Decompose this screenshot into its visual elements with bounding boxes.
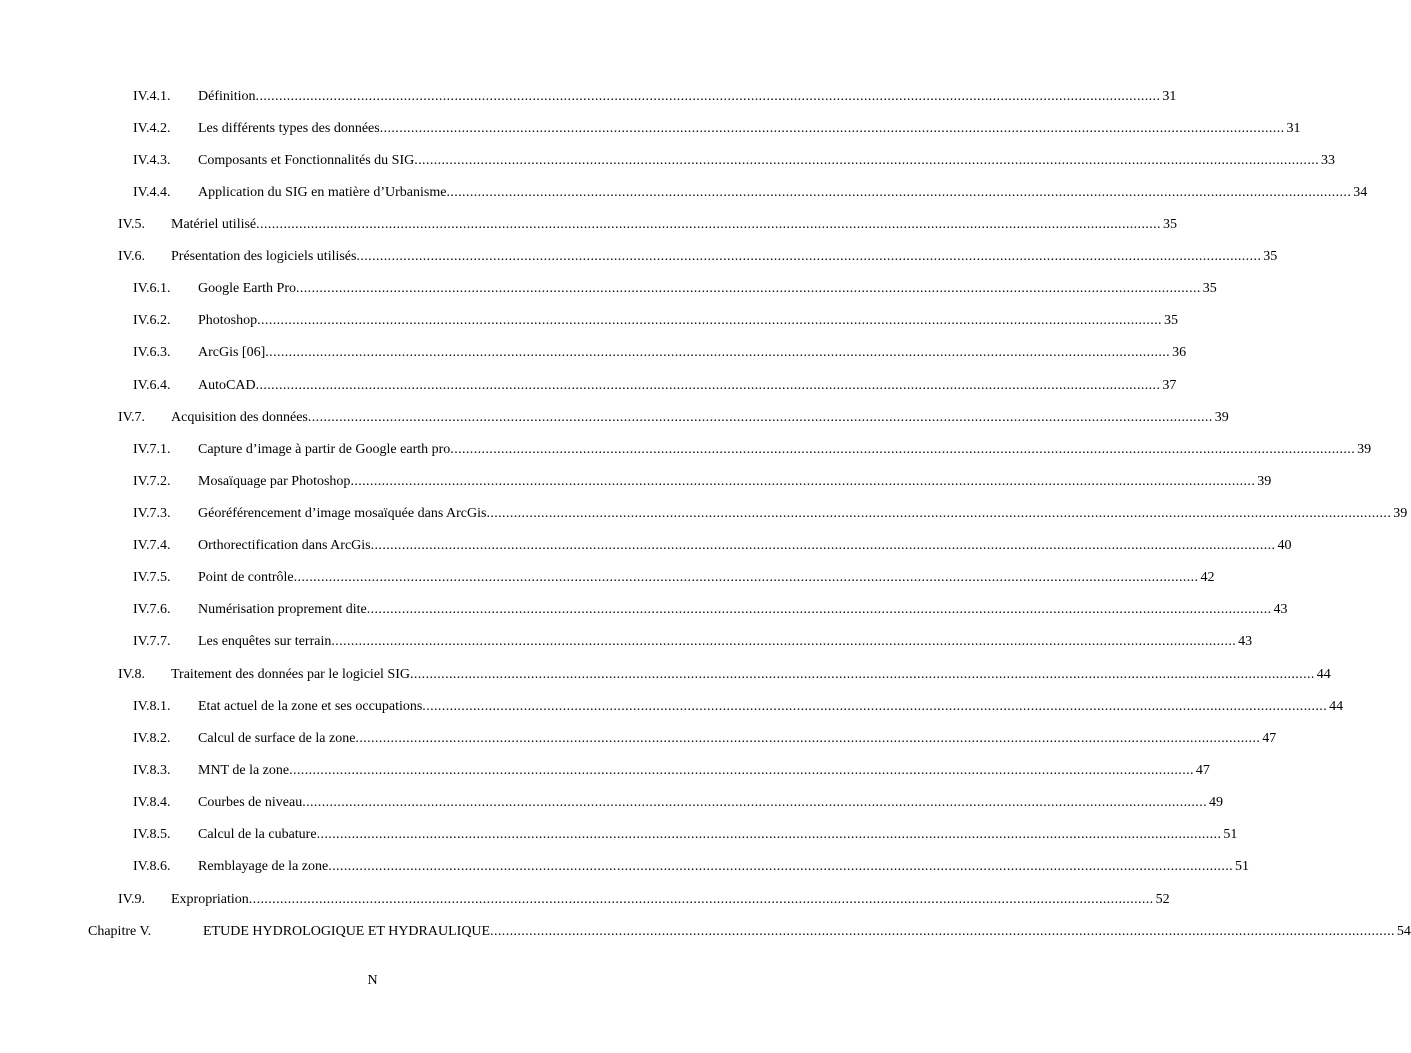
toc-entry[interactable] <box>133 183 1368 203</box>
toc-entry-title: AutoCAD <box>198 378 256 393</box>
toc-chapter-number: Chapitre V. <box>88 924 152 939</box>
toc-entry[interactable] <box>133 151 1336 171</box>
toc-entry[interactable] <box>133 343 1187 363</box>
toc-entry-number: IV.7.2. <box>133 474 171 489</box>
toc-entry-title: Les enquêtes sur terrain <box>198 634 332 649</box>
toc-entry-number: IV.7.7. <box>133 634 171 649</box>
toc-entry[interactable] <box>133 825 1238 845</box>
dot-leader <box>356 247 1261 267</box>
dot-leader <box>450 440 1355 460</box>
toc-entry-page: 35 <box>1162 217 1177 232</box>
toc-entry[interactable] <box>133 793 1224 813</box>
toc-entry[interactable] <box>133 472 1272 492</box>
toc-entry-title: Google Earth Pro <box>198 281 296 296</box>
toc-entry[interactable] <box>133 311 1178 331</box>
dot-leader <box>367 600 1272 620</box>
toc-entry[interactable] <box>118 408 1229 428</box>
toc-entry-number: IV.8.1. <box>133 699 171 714</box>
toc-entry-page: 39 <box>1257 474 1272 489</box>
toc-entry-number: IV.7.3. <box>133 506 171 521</box>
toc-entry-title: Géoréférencement d’image mosaïquée dans ArcGis <box>198 506 487 521</box>
toc-entry-page: 35 <box>1202 281 1217 296</box>
dot-leader <box>328 857 1233 877</box>
dot-leader <box>256 87 1161 107</box>
toc-entry-title: Courbes de niveau <box>198 795 303 810</box>
toc-entry-number: IV.7.1. <box>133 442 171 457</box>
toc-entry[interactable] <box>118 215 1177 235</box>
dot-leader <box>410 665 1315 685</box>
toc-entry-number: IV.7.4. <box>133 538 171 553</box>
dot-leader <box>422 697 1327 717</box>
toc-entry-number: IV.5. <box>118 217 145 232</box>
toc-entry-title: Calcul de surface de la zone <box>198 731 356 746</box>
toc-entry-number: IV.8.3. <box>133 763 171 778</box>
dot-leader <box>414 151 1319 171</box>
toc-entry-title: Remblayage de la zone <box>198 859 329 874</box>
toc-entry-title: Présentation des logiciels utilisés <box>171 249 357 264</box>
dot-leader <box>308 408 1213 428</box>
toc-chapter-entry[interactable] <box>88 922 1411 942</box>
toc-entry-title: Etat actuel de la zone et ses occupations <box>198 699 423 714</box>
toc-entry-title: Numérisation proprement dite <box>198 602 367 617</box>
toc-entry-title: Point de contrôle <box>198 570 294 585</box>
dot-leader <box>380 119 1285 139</box>
toc-entry-page: 39 <box>1357 442 1372 457</box>
dot-leader <box>256 215 1161 235</box>
toc-entry-title: Mosaïquage par Photoshop <box>198 474 351 489</box>
toc-entry-number: IV.8. <box>118 667 145 682</box>
toc-entry-number: IV.4.2. <box>133 121 171 136</box>
dot-leader <box>296 279 1201 299</box>
toc-entry-number: IV.6.1. <box>133 281 171 296</box>
dot-leader <box>371 536 1276 556</box>
toc-entry[interactable] <box>118 247 1278 267</box>
toc-entry[interactable] <box>133 440 1372 460</box>
toc-entry-number: IV.4.3. <box>133 153 171 168</box>
dot-leader <box>302 793 1207 813</box>
toc-entry-title: Expropriation <box>171 892 249 907</box>
toc-entry[interactable] <box>118 890 1170 910</box>
toc-entry[interactable] <box>133 536 1292 556</box>
dot-leader <box>350 472 1255 492</box>
toc-entry-page: 44 <box>1316 667 1331 682</box>
toc-entry-page: 51 <box>1223 827 1238 842</box>
toc-entry-page: 49 <box>1209 795 1224 810</box>
toc-entry[interactable] <box>133 119 1301 139</box>
toc-entry-page: 31 <box>1162 89 1177 104</box>
toc-entry-page: 39 <box>1393 506 1408 521</box>
toc-chapter-title: ETUDE HYDROLOGIQUE ET HYDRAULIQUE <box>203 924 491 939</box>
toc-entry[interactable] <box>133 279 1217 299</box>
toc-entry-page: 43 <box>1238 634 1253 649</box>
toc-entry-title: Photoshop <box>198 313 258 328</box>
toc-entry[interactable] <box>133 761 1210 781</box>
toc-entry-number: IV.4.4. <box>133 185 171 200</box>
page-number-footer: N <box>367 973 378 988</box>
toc-entry[interactable] <box>118 665 1331 685</box>
toc-entry-page: 35 <box>1263 249 1278 264</box>
toc-entry-page: 44 <box>1329 699 1344 714</box>
toc-entry-number: IV.9. <box>118 892 145 907</box>
toc-entry-page: 39 <box>1214 410 1229 425</box>
toc-entry-title: MNT de la zone <box>198 763 290 778</box>
toc-entry-page: 37 <box>1162 378 1177 393</box>
toc-entry[interactable] <box>133 697 1344 717</box>
dot-leader <box>490 922 1395 942</box>
dot-leader <box>257 311 1162 331</box>
dot-leader <box>256 376 1161 396</box>
dot-leader <box>446 183 1351 203</box>
toc-entry-page: 36 <box>1172 345 1187 360</box>
dot-leader <box>355 729 1260 749</box>
toc-entry-title: Matériel utilisé <box>171 217 257 232</box>
dot-leader <box>289 761 1194 781</box>
toc-entry-number: IV.7. <box>118 410 145 425</box>
toc-entry-number: IV.6.4. <box>133 378 171 393</box>
toc-entry[interactable] <box>133 87 1177 107</box>
dot-leader <box>486 504 1391 524</box>
toc-entry-number: IV.7.5. <box>133 570 171 585</box>
toc-entry-page: 31 <box>1286 121 1301 136</box>
toc-entry-page: 54 <box>1396 924 1411 939</box>
toc-entry-title: ArcGis [06] <box>198 345 266 360</box>
toc-entry-title: Traitement des données par le logiciel SIG <box>171 667 410 682</box>
toc-entry-page: 47 <box>1195 763 1210 778</box>
dot-leader <box>265 343 1170 363</box>
toc-entry[interactable] <box>133 376 1177 396</box>
dot-leader <box>249 890 1154 910</box>
toc-entry-page: 47 <box>1262 731 1277 746</box>
toc-entry-title: Composants et Fonctionnalités du SIG <box>198 153 415 168</box>
toc-entry-number: IV.8.6. <box>133 859 171 874</box>
toc-entry-page: 34 <box>1353 185 1368 200</box>
toc-entry-page: 42 <box>1200 570 1215 585</box>
toc-entry[interactable] <box>133 504 1408 524</box>
toc-entry-page: 51 <box>1235 859 1250 874</box>
toc-entry-title: Les différents types des données <box>198 121 380 136</box>
dot-leader <box>317 825 1222 845</box>
toc-entry-number: IV.8.5. <box>133 827 171 842</box>
toc-entry-number: IV.6. <box>118 249 145 264</box>
toc-entry-number: IV.6.3. <box>133 345 171 360</box>
toc-entry-number: IV.8.2. <box>133 731 171 746</box>
toc-entry-title: Définition <box>198 89 256 104</box>
toc-entry-title: Calcul de la cubature <box>198 827 317 842</box>
toc-entry-page: 40 <box>1277 538 1292 553</box>
toc-entry-page: 52 <box>1155 892 1170 907</box>
toc-entry-page: 35 <box>1163 313 1178 328</box>
toc-entry[interactable] <box>133 600 1288 620</box>
toc-entry-title: Capture d’image à partir de Google earth pro <box>198 442 451 457</box>
dot-leader <box>331 632 1236 652</box>
dot-leader <box>294 568 1199 588</box>
toc-entry-number: IV.8.4. <box>133 795 171 810</box>
toc-entry-page: 33 <box>1321 153 1336 168</box>
toc-entry-title: Application du SIG en matière d’Urbanisme <box>198 185 447 200</box>
toc-entry[interactable] <box>133 857 1250 877</box>
toc-entry[interactable] <box>133 632 1253 652</box>
toc-entry[interactable] <box>133 729 1277 749</box>
toc-entry-title: Orthorectification dans ArcGis <box>198 538 371 553</box>
toc-entry[interactable] <box>133 568 1215 588</box>
toc-entry-title: Acquisition des données <box>171 410 308 425</box>
toc-entry-number: IV.6.2. <box>133 313 171 328</box>
toc-entry-page: 43 <box>1273 602 1288 617</box>
toc-entry-number: IV.4.1. <box>133 89 171 104</box>
toc-entry-number: IV.7.6. <box>133 602 171 617</box>
